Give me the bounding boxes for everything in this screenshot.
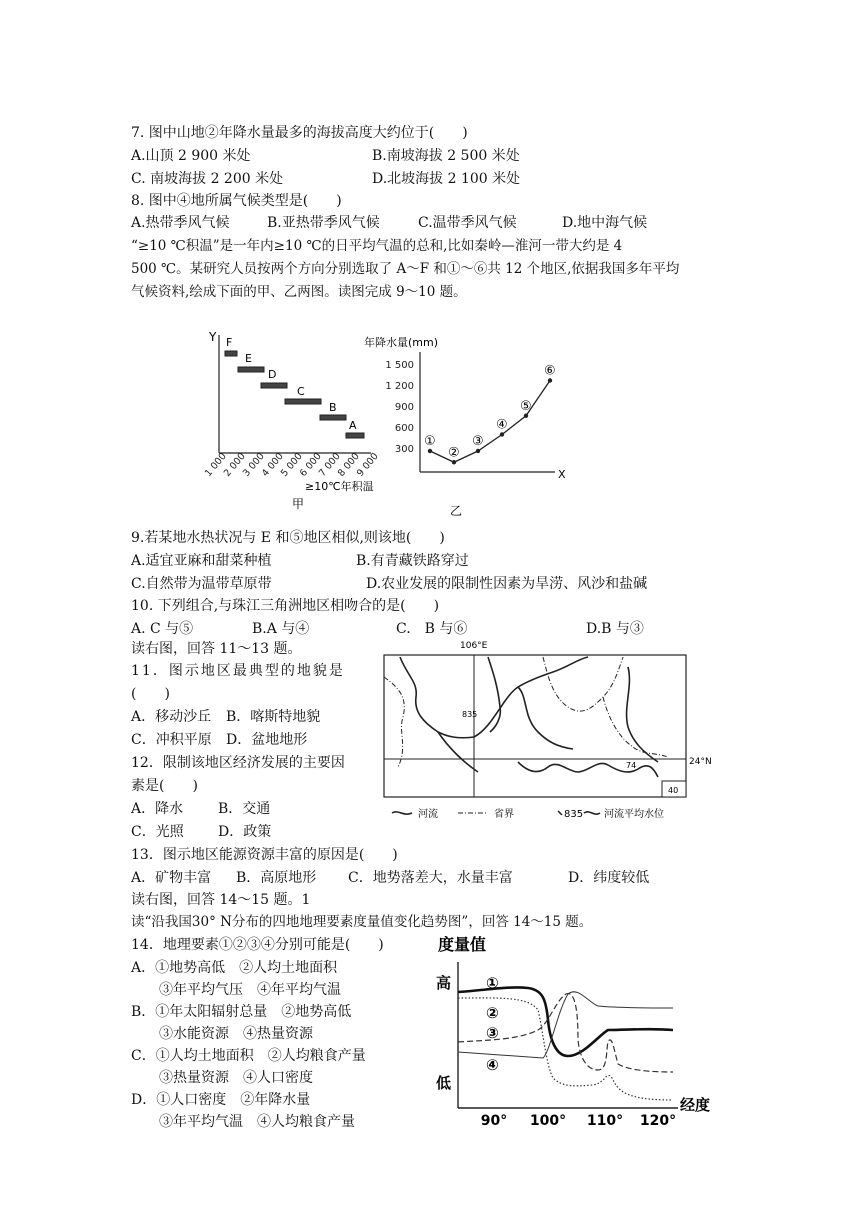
q7-option-d: D.北坡海拔 2 100 米处 [372,171,521,187]
q11-option-c: C．冲积平原 [131,732,212,748]
q9-option-b: B.有青藏铁路穿过 [356,553,469,569]
jia-tick: 5 000 [278,451,305,479]
q11-option-b: B．喀斯特地貌 [226,709,321,725]
jia-caption: 甲 [292,497,305,511]
q14-option-d-line2: ③年平均气温 ④人均粮食产量 [131,1114,355,1130]
q9-option-d: D.农业发展的限制性因素为旱涝、风沙和盐碱 [366,576,648,592]
q10-stem: 10. 下列组合,与珠江三角洲地区相吻合的是( ) [131,598,440,614]
yi-point [548,378,552,382]
q13-option-a: A．矿物丰富 [131,870,212,886]
jia-bar-e [238,367,264,372]
trend-x-tick: 110° [586,1113,624,1129]
q9-stem: 9.若某地水热状况与 E 和⑤地区相似,则该地( ) [131,530,445,546]
jia-label-c: C [297,385,305,398]
q10-option-a: A. C 与⑤ [131,621,194,637]
trend-high-label: 高 [436,974,452,992]
q14-option-d-line1: D．①人口密度 ②年降水量 [131,1092,311,1108]
yi-point-label: ⑤ [520,398,532,414]
trend-figure [428,930,728,1129]
jia-tick: 3 000 [240,451,267,479]
trend-label-3: ③ [486,1024,499,1042]
q14-option-a-line1: A．①地势高低 ②人均土地面积 [131,960,338,976]
q13-option-c: C．地势落差大，水量丰富 [348,870,513,886]
jia-tick: 4 000 [259,451,286,479]
q14-option-c-line1: C．①人均土地面积 ②人均粮食产量 [131,1048,366,1064]
legend-river: 河流 [418,809,438,820]
jia-bar-d [261,383,287,388]
q11-stem-line2: ( ) [131,686,170,702]
figure-yi [360,330,570,518]
q8-option-d: D.地中海气候 [562,215,648,231]
q11-stem-line1: 11．图示地区最典型的地貌是 [131,663,345,679]
intro-14-15-line1: 读右图，回答 14～15 题。1 [131,892,311,908]
jia-tick: 6 000 [297,451,324,479]
jia-label-d: D [268,368,277,381]
legend-level-number: 835 [564,809,584,820]
q11-option-a: A．移动沙丘 [131,709,212,725]
q14-option-b-line1: B．①年太阳辐射总量 ②地势高低 [131,1004,352,1020]
q8-option-c: C.温带季风气候 [418,215,517,231]
q12-stem-line2: 素是( ) [131,778,198,794]
q12-option-c: C．光照 [131,824,184,840]
yi-point-label: ④ [496,417,508,433]
yi-point [500,432,504,436]
q7-stem: 7. 图中山地②年降水量最多的海拔高度大约位于( ) [131,125,468,141]
q10-option-d: D.B 与③ [586,621,644,637]
jia-label-a: A [349,419,357,432]
trend-low-label: 低 [436,1074,452,1092]
yi-y-tick: 900 [394,402,414,413]
jia-label-f: F [226,336,233,349]
q13-option-d: D．纬度较低 [568,870,650,886]
yi-caption: 乙 [450,504,463,518]
q8-option-b: B.亚热带季风气候 [267,215,380,231]
trend-label-2: ② [486,1004,499,1022]
q9-option-c: C.自然带为温带草原带 [131,576,272,592]
map-level-835: 835 [462,710,478,719]
jia-tick: 2 000 [221,451,248,479]
yi-y-tick: 600 [394,423,414,434]
intro-9-10-line2: 500 ℃。某研究人员按两个方向分别选取了 A～F 和①～⑥共 12 个地区,依据我国多年平均 [131,261,680,277]
yi-x-label: X [558,468,566,481]
yi-point-label: ⑥ [544,363,556,379]
q12-option-d: D．政策 [218,824,272,840]
map-latitude-label: 24°N [689,757,712,767]
trend-label-4: ④ [486,1056,499,1074]
trend-x-tick: 120° [639,1113,677,1129]
map-figure [378,637,712,827]
map-level-40: 40 [668,786,679,795]
intro-9-10-line1: “≥10 ℃积温”是一年内≥10 ℃的日平均气温的总和,比如秦岭—淮河一带大约是 4 [131,238,623,254]
jia-tick: 9 000 [354,451,381,479]
intro-9-10-line3: 气候资料,绘成下面的甲、乙两图。读图完成 9～10 题。 [131,284,467,300]
q12-stem-line1: 12．限制该地区经济发展的主要因 [131,755,345,771]
yi-point [524,414,528,418]
legend-level: 河流平均水位 [604,809,664,820]
jia-label-e: E [245,352,252,365]
q10-option-b: B.A 与④ [252,621,310,637]
yi-y-tick: 1 500 [385,360,414,371]
trend-x-tick: 100° [529,1113,567,1129]
yi-point [428,449,432,453]
yi-point [476,449,480,453]
q8-option-a: A.热带季风气候 [131,215,230,231]
yi-y-tick: 1 200 [385,381,414,392]
q12-option-b: B．交通 [218,801,271,817]
map-borders [384,657,668,767]
q13-option-b: B．高原地形 [236,870,317,886]
q12-option-a: A．降水 [131,801,184,817]
trend-x-tick: 90° [480,1113,508,1129]
intro-11-13: 读右图，回答 11～13 题。 [131,641,302,657]
jia-bar-f [225,351,237,356]
q8-stem: 8. 图中④地所属气候类型是( ) [131,193,342,209]
trend-x-title: 经度 [680,1096,711,1114]
trend-label-1: ① [486,974,499,992]
q13-stem: 13．图示地区能源资源丰富的原因是( ) [131,847,398,863]
yi-point [452,460,456,464]
legend-border: 省界 [494,809,514,820]
yi-point-label: ① [424,434,436,449]
jia-bar-b [320,415,346,420]
q14-option-b-line2: ③水能资源 ④热量资源 [131,1026,313,1042]
jia-y-label: Y [209,330,217,344]
q7-option-c: C. 南坡海拔 2 200 米处 [131,171,284,187]
jia-tick: 8 000 [335,451,362,479]
jia-label-b: B [329,401,337,414]
map-longitude-label: 106°E [460,641,488,651]
q9-option-a: A.适宜亚麻和甜菜种植 [131,553,272,569]
yi-point-label: ② [448,445,460,461]
yi-y-tick: 300 [394,444,414,455]
map-level-74: 74 [626,761,637,770]
q14-stem: 14．地理要素①②③④分别可能是( ) [131,937,384,953]
yi-point-label: ③ [472,434,484,449]
jia-tick: 7 000 [316,451,343,479]
q14-option-a-line2: ③年平均气压 ④年平均气温 [131,982,341,998]
q14-option-c-line2: ③热量资源 ④人口密度 [131,1070,313,1086]
q11-option-d: D．盆地地形 [226,732,308,748]
q7-option-a: A.山顶 2 900 米处 [131,148,251,164]
jia-x-label: ≥10℃年积温 [305,480,374,493]
yi-y-label: 年降水量(mm) [364,336,439,349]
q10-option-c: C. B 与⑥ [396,621,468,637]
jia-bar-c [285,399,321,404]
jia-tick: 1 000 [202,451,229,479]
trend-y-title: 度量值 [438,935,487,954]
q7-option-b: B.南坡海拔 2 500 米处 [372,148,520,164]
intro-14-15-line2: 读“沿我国30° N分布的四地地理要素度量值变化趋势图”，回答 14～15 题。 [131,914,593,930]
